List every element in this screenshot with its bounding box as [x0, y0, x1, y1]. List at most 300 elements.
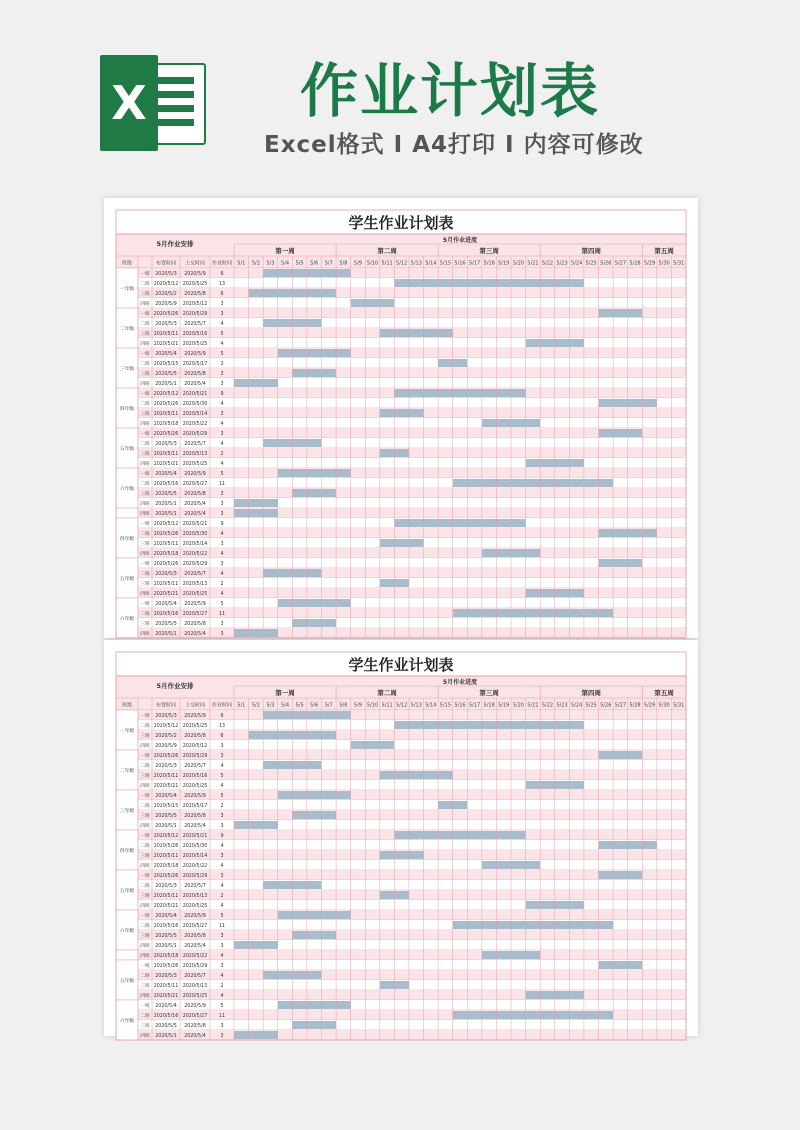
day-label: 5/10 — [366, 702, 379, 709]
day-label: 5/21 — [527, 260, 539, 267]
day-label: 5/24 — [571, 260, 583, 267]
class-cell: 三班 — [140, 292, 150, 297]
duration-cell: 5 — [220, 602, 224, 607]
submit-date-cell: 2020/5/22 — [182, 864, 208, 869]
grade-label: 四年级 — [119, 537, 135, 542]
assign-date-cell: 2020/5/21 — [153, 784, 179, 789]
day-label: 5/23 — [556, 702, 568, 709]
day-label: 5/4 — [281, 702, 290, 709]
gantt-bar — [292, 811, 336, 819]
assign-date-cell: 2020/5/21 — [153, 462, 179, 467]
duration-cell: 4 — [220, 402, 224, 407]
day-label: 5/4 — [281, 260, 290, 267]
class-cell: 二班 — [140, 804, 150, 809]
gantt-bar — [278, 791, 351, 799]
submit-date-cell: 2020/5/25 — [182, 282, 208, 287]
page-subtitle: Excel格式 I A4打印 I 内容可修改 — [264, 132, 644, 158]
submit-date-cell: 2020/5/16 — [182, 774, 208, 779]
class-cell: 一班 — [140, 964, 150, 969]
submit-date-cell: 2020/5/29 — [182, 312, 208, 317]
assign-date-cell: 2020/5/9 — [155, 744, 177, 749]
day-label: 5/27 — [614, 260, 627, 267]
class-cell: 一班 — [140, 794, 150, 799]
assign-date-cell: 2020/5/11 — [153, 854, 179, 859]
duration-cell: 4 — [220, 532, 224, 537]
homework-table-1 — [104, 198, 698, 638]
grade-label: 一年级 — [119, 287, 135, 292]
day-label: 5/2 — [251, 260, 260, 267]
day-label: 5/7 — [324, 260, 333, 267]
class-cell: 四班 — [140, 502, 150, 507]
header — [0, 0, 800, 190]
gantt-bar — [292, 369, 336, 377]
class-cell: 三班 — [140, 814, 150, 819]
class-cell: 三班 — [140, 412, 150, 417]
class-cell: 一班 — [140, 714, 150, 719]
duration-cell: 5 — [220, 1004, 224, 1009]
grade-cell — [116, 950, 138, 960]
day-label: 5/30 — [658, 702, 670, 709]
submit-date-cell: 2020/5/25 — [182, 592, 208, 597]
duration-cell: 3 — [220, 622, 224, 627]
class-cell: 二班 — [140, 612, 150, 617]
column-header-assign: 布置时间 — [155, 260, 177, 267]
table-title: 学生作业计划表 — [348, 656, 454, 674]
grade-label: 六年级 — [119, 1019, 135, 1024]
day-label: 5/9 — [353, 702, 362, 709]
duration-cell: 4 — [220, 844, 224, 849]
day-label: 5/18 — [483, 260, 495, 267]
gantt-bar — [351, 741, 395, 749]
duration-cell: 6 — [220, 272, 224, 277]
duration-cell: 3 — [220, 754, 224, 759]
duration-cell: 13 — [218, 724, 226, 729]
class-cell: 四班 — [140, 302, 150, 307]
submit-date-cell: 2020/5/8 — [184, 814, 206, 819]
submit-date-cell: 2020/5/21 — [182, 392, 208, 397]
week-label: 第五周 — [654, 689, 674, 697]
submit-date-cell: 2020/5/9 — [184, 714, 206, 719]
submit-date-cell: 2020/5/25 — [182, 462, 208, 467]
column-header-assign: 布置时间 — [155, 702, 177, 709]
grade-label: 四年级 — [119, 407, 135, 412]
homework-table-2 — [104, 640, 698, 1039]
day-label: 5/5 — [295, 702, 304, 709]
duration-cell: 2 — [220, 582, 224, 587]
duration-cell: 5 — [220, 914, 224, 919]
submit-date-cell: 2020/5/9 — [184, 472, 206, 477]
class-cell: 二班 — [140, 402, 150, 407]
assign-date-cell: 2020/5/1 — [155, 824, 177, 829]
assign-date-cell: 2020/5/11 — [153, 452, 179, 457]
day-label: 5/12 — [396, 702, 408, 709]
class-cell: 四班 — [140, 864, 150, 869]
assign-date-cell: 2020/5/21 — [153, 592, 179, 597]
duration-cell: 3 — [220, 1024, 224, 1029]
day-label: 5/25 — [585, 702, 597, 709]
assign-date-cell: 2020/5/3 — [155, 714, 177, 719]
day-label: 5/13 — [410, 260, 422, 267]
class-cell: 一班 — [140, 392, 150, 397]
assign-date-cell: 2020/5/5 — [155, 622, 177, 627]
gantt-bar — [234, 941, 278, 949]
submit-date-cell: 2020/5/25 — [182, 994, 208, 999]
day-label: 5/16 — [454, 702, 466, 709]
class-cell: 四班 — [140, 904, 150, 909]
assign-date-cell: 2020/5/9 — [155, 302, 177, 307]
grade-label: 六年级 — [119, 617, 135, 622]
assign-date-cell: 2020/5/18 — [153, 954, 179, 959]
class-cell: 一班 — [140, 312, 150, 317]
duration-cell: 13 — [218, 282, 226, 287]
gantt-bar — [234, 509, 278, 517]
assign-date-cell: 2020/5/11 — [153, 412, 179, 417]
submit-date-cell: 2020/5/13 — [182, 894, 208, 899]
class-cell: 二班 — [140, 442, 150, 447]
duration-cell: 3 — [220, 944, 224, 949]
assign-date-cell: 2020/5/18 — [153, 552, 179, 557]
assign-date-cell: 2020/5/16 — [153, 482, 179, 487]
duration-cell: 4 — [220, 974, 224, 979]
submit-date-cell: 2020/5/14 — [182, 542, 208, 547]
week-label: 第三周 — [479, 247, 499, 255]
day-label: 5/31 — [673, 260, 685, 267]
assign-date-cell: 2020/5/16 — [153, 1014, 179, 1019]
submit-date-cell: 2020/5/4 — [184, 1034, 206, 1039]
week-label: 第三周 — [479, 689, 499, 697]
class-cell: 二班 — [140, 724, 150, 729]
grade-label: 二年级 — [119, 327, 135, 332]
gantt-bar — [453, 609, 613, 617]
assign-date-cell: 2020/5/12 — [153, 522, 179, 527]
duration-cell: 5 — [220, 472, 224, 477]
submit-date-cell: 2020/5/27 — [182, 612, 208, 617]
gantt-bar — [380, 409, 424, 417]
class-cell: 二班 — [140, 844, 150, 849]
day-label: 5/8 — [339, 702, 348, 709]
duration-cell: 3 — [220, 412, 224, 417]
submit-date-cell: 2020/5/30 — [182, 532, 208, 537]
assign-date-cell: 2020/5/15 — [153, 362, 179, 367]
duration-cell: 3 — [220, 492, 224, 497]
submit-date-cell: 2020/5/9 — [184, 914, 206, 919]
assign-date-cell: 2020/5/4 — [155, 352, 177, 357]
duration-cell: 2 — [220, 984, 224, 989]
assign-date-cell: 2020/5/16 — [153, 612, 179, 617]
submit-date-cell: 2020/5/27 — [182, 1014, 208, 1019]
grade-label: 四年级 — [119, 849, 135, 854]
assign-date-cell: 2020/5/18 — [153, 864, 179, 869]
assign-date-cell: 2020/5/3 — [155, 322, 177, 327]
class-cell: 一班 — [140, 754, 150, 759]
gantt-bar — [351, 299, 395, 307]
class-cell: 一班 — [140, 272, 150, 277]
gantt-bar — [234, 379, 278, 387]
submit-date-cell: 2020/5/7 — [184, 572, 206, 577]
class-cell: 三班 — [140, 984, 150, 989]
class-cell: 三班 — [140, 854, 150, 859]
assign-date-cell: 2020/5/12 — [153, 282, 179, 287]
class-cell: 二班 — [140, 282, 150, 287]
submit-date-cell: 2020/5/13 — [182, 984, 208, 989]
class-cell: 一班 — [140, 432, 150, 437]
class-cell: 四班 — [140, 994, 150, 999]
class-cell: 一班 — [140, 602, 150, 607]
submit-date-cell: 2020/5/21 — [182, 522, 208, 527]
day-label: 5/3 — [266, 260, 275, 267]
day-label: 5/1 — [237, 260, 246, 267]
assign-date-cell: 2020/5/5 — [155, 372, 177, 377]
gantt-bar — [292, 619, 336, 627]
day-label: 5/8 — [339, 260, 348, 267]
day-label: 5/10 — [366, 260, 379, 267]
submit-date-cell: 2020/5/8 — [184, 934, 206, 939]
assign-date-cell: 2020/5/1 — [155, 632, 177, 637]
logo-letter: X — [100, 55, 158, 151]
duration-cell: 5 — [220, 352, 224, 357]
assign-date-cell: 2020/5/26 — [153, 874, 179, 879]
submit-date-cell: 2020/5/8 — [184, 292, 206, 297]
class-cell: 四班 — [140, 512, 150, 517]
submit-date-cell: 2020/5/29 — [182, 874, 208, 879]
week-label: 第五周 — [654, 247, 674, 255]
class-cell: 四班 — [140, 632, 150, 637]
class-cell: 三班 — [140, 492, 150, 497]
grade-label: 五年级 — [119, 979, 135, 984]
duration-cell: 4 — [220, 864, 224, 869]
submit-date-cell: 2020/5/25 — [182, 342, 208, 347]
assign-date-cell: 2020/5/3 — [155, 572, 177, 577]
duration-cell: 3 — [220, 302, 224, 307]
gantt-bar — [453, 479, 613, 487]
day-label: 5/15 — [439, 260, 452, 267]
week-label: 第一周 — [275, 247, 295, 255]
duration-cell: 3 — [220, 562, 224, 567]
assign-date-cell: 2020/5/4 — [155, 602, 177, 607]
duration-cell: 11 — [218, 924, 226, 929]
duration-cell: 3 — [220, 934, 224, 939]
day-label: 5/11 — [381, 260, 393, 267]
class-cell: 四班 — [140, 944, 150, 949]
arrangement-header: 5月作业安排 — [156, 682, 194, 690]
gantt-bar — [453, 921, 613, 929]
class-cell: 四班 — [140, 1034, 150, 1039]
submit-date-cell: 2020/5/29 — [182, 432, 208, 437]
class-cell: 二班 — [140, 482, 150, 487]
assign-date-cell: 2020/5/26 — [153, 964, 179, 969]
submit-date-cell: 2020/5/9 — [184, 602, 206, 607]
grade-cell — [116, 508, 138, 518]
column-header-class: 班级 — [121, 260, 133, 267]
assign-date-cell: 2020/5/26 — [153, 432, 179, 437]
submit-date-cell: 2020/5/16 — [182, 332, 208, 337]
duration-cell: 4 — [220, 322, 224, 327]
day-label: 5/19 — [498, 260, 510, 267]
gantt-bar — [234, 821, 278, 829]
day-label: 5/29 — [643, 260, 656, 267]
submit-date-cell: 2020/5/21 — [182, 834, 208, 839]
duration-cell: 3 — [220, 372, 224, 377]
day-label: 5/6 — [310, 702, 319, 709]
day-label: 5/6 — [310, 260, 319, 267]
day-label: 5/1 — [237, 702, 246, 709]
submit-date-cell: 2020/5/25 — [182, 724, 208, 729]
submit-date-cell: 2020/5/27 — [182, 482, 208, 487]
assign-date-cell: 2020/5/18 — [153, 422, 179, 427]
day-label: 5/5 — [295, 260, 304, 267]
assign-date-cell: 2020/5/26 — [153, 844, 179, 849]
week-label: 第四周 — [581, 689, 601, 697]
class-cell: 四班 — [140, 954, 150, 959]
assign-date-cell: 2020/5/3 — [155, 442, 177, 447]
gantt-bar — [234, 629, 278, 637]
day-label: 5/25 — [585, 260, 597, 267]
gantt-bar — [599, 309, 643, 317]
day-label: 5/22 — [541, 702, 554, 709]
gantt-bar — [234, 1031, 278, 1039]
assign-date-cell: 2020/5/21 — [153, 342, 179, 347]
duration-cell: 4 — [220, 342, 224, 347]
class-cell: 二班 — [140, 974, 150, 979]
assign-date-cell: 2020/5/3 — [155, 272, 177, 277]
class-cell: 三班 — [140, 894, 150, 899]
assign-date-cell: 2020/5/2 — [155, 292, 177, 297]
submit-date-cell: 2020/5/29 — [182, 754, 208, 759]
submit-date-cell: 2020/5/9 — [184, 272, 206, 277]
duration-cell: 2 — [220, 804, 224, 809]
day-label: 5/17 — [468, 702, 481, 709]
class-cell: 二班 — [140, 764, 150, 769]
submit-date-cell: 2020/5/8 — [184, 492, 206, 497]
duration-cell: 11 — [218, 482, 226, 487]
submit-date-cell: 2020/5/27 — [182, 924, 208, 929]
class-cell: 三班 — [140, 934, 150, 939]
duration-cell: 3 — [220, 814, 224, 819]
submit-date-cell: 2020/5/13 — [182, 582, 208, 587]
submit-date-cell: 2020/5/29 — [182, 562, 208, 567]
assign-date-cell: 2020/5/3 — [155, 764, 177, 769]
submit-date-cell: 2020/5/4 — [184, 512, 206, 517]
assign-date-cell: 2020/5/11 — [153, 332, 179, 337]
class-cell: 四班 — [140, 744, 150, 749]
column-header-submit: 上交时间 — [184, 260, 206, 267]
duration-cell: 4 — [220, 572, 224, 577]
duration-cell: 6 — [220, 292, 224, 297]
class-cell: 三班 — [140, 1024, 150, 1029]
day-label: 5/31 — [673, 702, 685, 709]
duration-cell: 4 — [220, 422, 224, 427]
class-cell: 二班 — [140, 322, 150, 327]
class-cell: 一班 — [140, 1004, 150, 1009]
submit-date-cell: 2020/5/14 — [182, 412, 208, 417]
column-header-class: 班级 — [121, 702, 133, 709]
duration-cell: 3 — [220, 744, 224, 749]
submit-date-cell: 2020/5/8 — [184, 734, 206, 739]
class-cell: 四班 — [140, 824, 150, 829]
day-label: 5/26 — [600, 702, 612, 709]
submit-date-cell: 2020/5/30 — [182, 844, 208, 849]
assign-date-cell: 2020/5/11 — [153, 984, 179, 989]
assign-date-cell: 2020/5/26 — [153, 754, 179, 759]
grade-label: 五年级 — [119, 889, 135, 894]
assign-date-cell: 2020/5/12 — [153, 834, 179, 839]
assign-date-cell: 2020/5/1 — [155, 944, 177, 949]
gantt-bar — [292, 1021, 336, 1029]
gantt-bar — [453, 1011, 613, 1019]
gantt-bar — [394, 279, 584, 287]
duration-cell: 3 — [220, 854, 224, 859]
duration-cell: 11 — [218, 1014, 226, 1019]
submit-date-cell: 2020/5/22 — [182, 422, 208, 427]
class-cell: 四班 — [140, 462, 150, 467]
day-label: 5/17 — [468, 260, 481, 267]
day-label: 5/13 — [410, 702, 422, 709]
submit-date-cell: 2020/5/7 — [184, 322, 206, 327]
day-label: 5/22 — [541, 260, 554, 267]
gantt-bar — [599, 751, 643, 759]
day-label: 5/11 — [381, 702, 393, 709]
class-cell: 二班 — [140, 532, 150, 537]
submit-date-cell: 2020/5/4 — [184, 944, 206, 949]
duration-cell: 2 — [220, 362, 224, 367]
submit-date-cell: 2020/5/7 — [184, 974, 206, 979]
day-label: 5/26 — [600, 260, 612, 267]
assign-date-cell: 2020/5/26 — [153, 312, 179, 317]
submit-date-cell: 2020/5/7 — [184, 764, 206, 769]
submit-date-cell: 2020/5/8 — [184, 1024, 206, 1029]
duration-cell: 4 — [220, 784, 224, 789]
week-label: 第二周 — [377, 689, 397, 697]
class-cell: 三班 — [140, 774, 150, 779]
day-label: 5/12 — [396, 260, 408, 267]
day-label: 5/21 — [527, 702, 539, 709]
gantt-bar — [234, 499, 278, 507]
day-label: 5/30 — [658, 260, 670, 267]
day-label: 5/20 — [512, 260, 524, 267]
class-cell: 三班 — [140, 542, 150, 547]
gantt-bar — [599, 871, 643, 879]
duration-cell: 9 — [220, 522, 224, 527]
duration-cell: 5 — [220, 794, 224, 799]
day-label: 5/19 — [498, 702, 510, 709]
duration-cell: 4 — [220, 442, 224, 447]
duration-cell: 4 — [220, 994, 224, 999]
submit-date-cell: 2020/5/7 — [184, 442, 206, 447]
class-cell: 一班 — [140, 834, 150, 839]
progress-header: 5月作业进度 — [442, 237, 478, 244]
grade-label: 五年级 — [119, 447, 135, 452]
duration-cell: 3 — [220, 1034, 224, 1039]
day-label: 5/24 — [571, 702, 583, 709]
submit-date-cell: 2020/5/30 — [182, 402, 208, 407]
duration-cell: 4 — [220, 764, 224, 769]
class-cell: 四班 — [140, 784, 150, 789]
class-cell: 三班 — [140, 332, 150, 337]
day-label: 5/23 — [556, 260, 568, 267]
class-cell: 二班 — [140, 572, 150, 577]
submit-date-cell: 2020/5/8 — [184, 622, 206, 627]
class-cell: 四班 — [140, 422, 150, 427]
gantt-bar — [278, 911, 351, 919]
gantt-bar — [394, 721, 584, 729]
duration-cell: 3 — [220, 312, 224, 317]
duration-cell: 11 — [218, 612, 226, 617]
duration-cell: 3 — [220, 964, 224, 969]
class-cell: 一班 — [140, 874, 150, 879]
assign-date-cell: 2020/5/26 — [153, 562, 179, 567]
duration-cell: 4 — [220, 954, 224, 959]
spreadsheet-page-1 — [104, 198, 698, 638]
